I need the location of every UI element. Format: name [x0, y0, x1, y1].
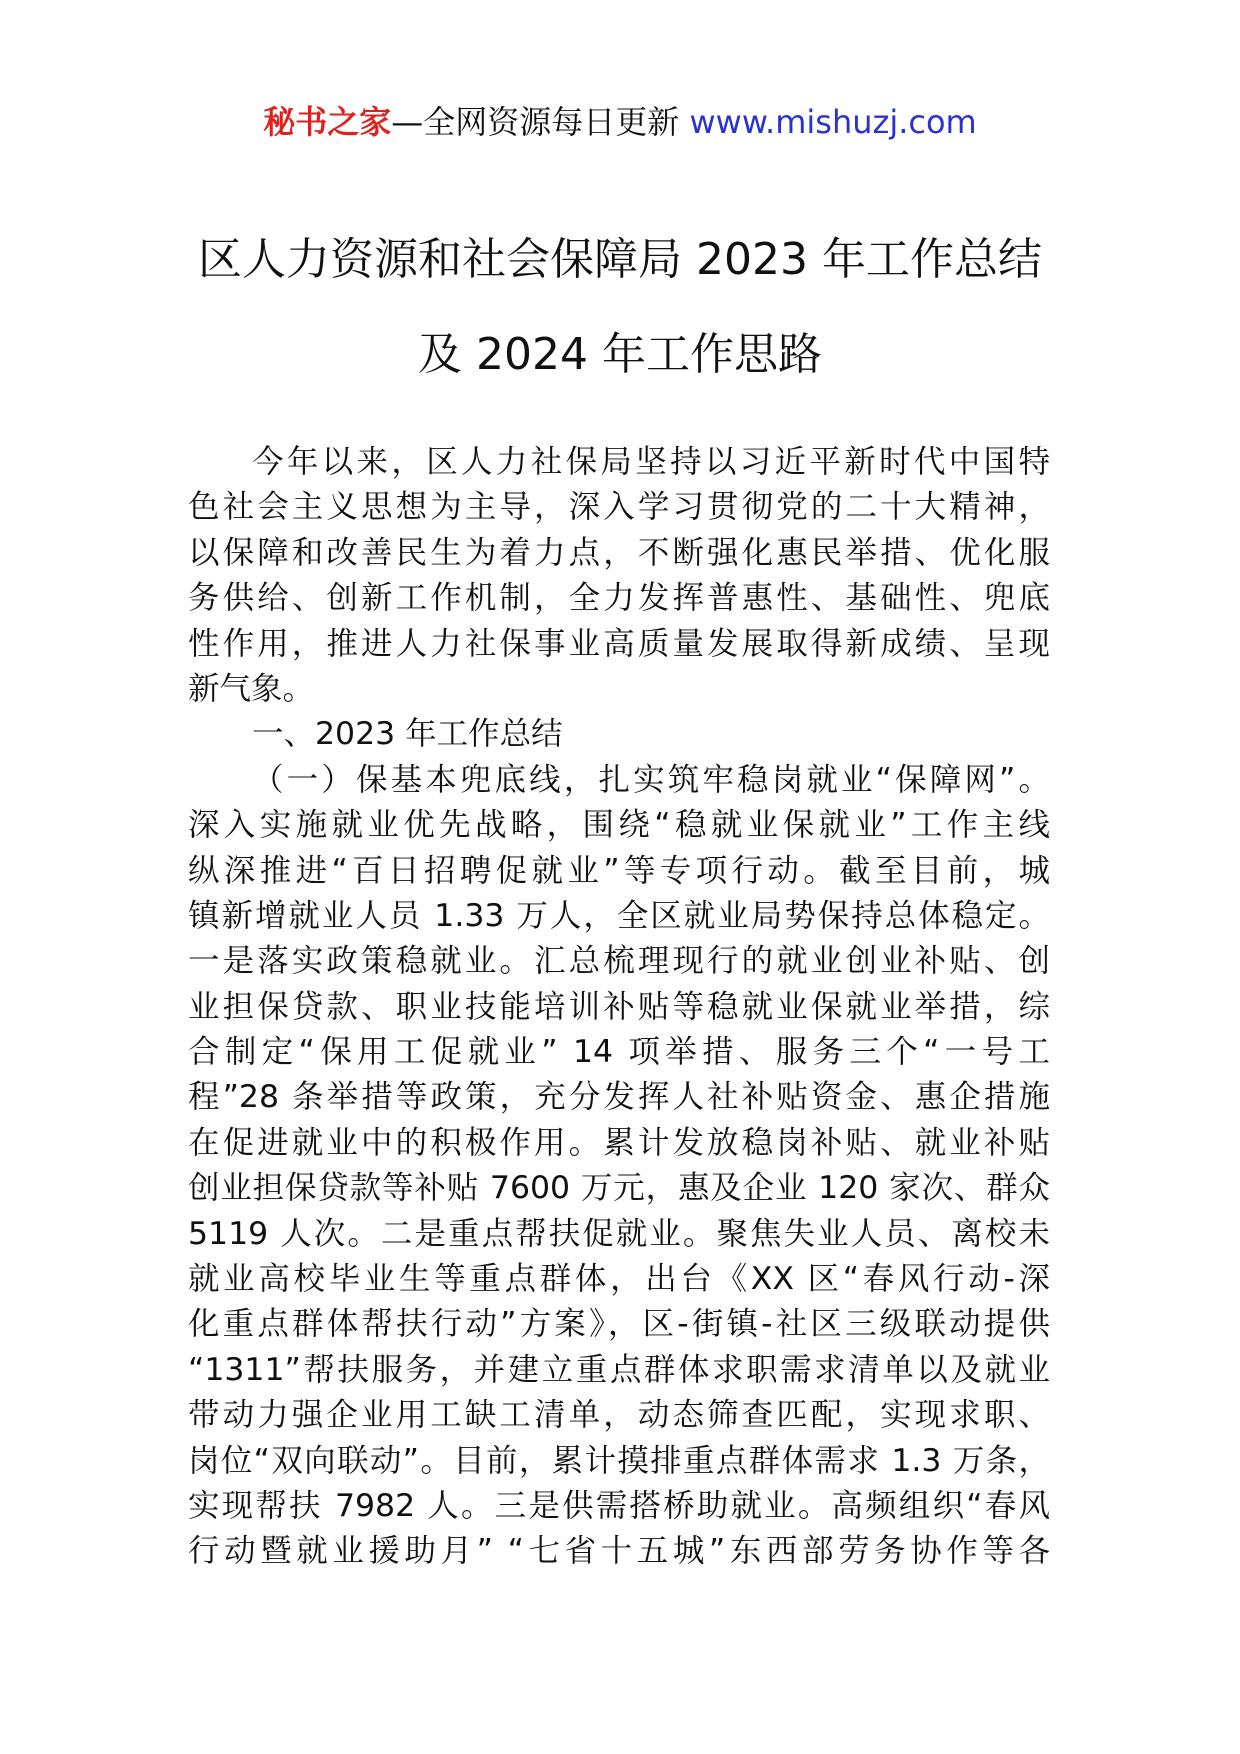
body-text-line: 性作用，推进人力社保事业高质量发展取得新成绩、呈现 — [188, 625, 1050, 662]
body-text-line: 行动暨就业援助月” “七省十五城”东西部劳务协作等各 — [188, 1533, 1050, 1570]
body-text-line: 以保障和改善民生为着力点，不断强化惠民举措、优化服 — [188, 534, 1050, 571]
site-banner — [0, 98, 1240, 146]
document-title-line-2: 及 2024 年工作思路 — [418, 329, 822, 380]
body-text-line: 岗位“双向联动”。目前，累计摸排重点群体需求 1.3 万条， — [188, 1442, 1050, 1479]
body-text-line: 在促进就业中的积极作用。累计发放稳岗补贴、就业补贴 — [188, 1124, 1050, 1161]
site-url-link[interactable]: www.mishuzj.com — [689, 103, 977, 141]
body-text-line: 色社会主义思想为主导，深入学习贯彻党的二十大精神， — [188, 489, 1050, 526]
body-text-line: 实现帮扶 7982 人。三是供需搭桥助就业。高频组织“春风 — [188, 1487, 1050, 1524]
body-text-line: 5119 人次。二是重点帮扶促就业。聚焦失业人员、离校未 — [188, 1215, 1050, 1252]
body-text-line: 合制定“保用工促就业” 14 项举措、服务三个“一号工 — [188, 1034, 1050, 1071]
body-text-line: 务供给、创新工作机制，全力发挥普惠性、基础性、兜底 — [188, 580, 1050, 617]
brand-name: 秘书之家 — [263, 103, 392, 141]
body-text-line: 新气象。 — [188, 670, 315, 707]
document-body — [188, 440, 1050, 1575]
body-text-line: 化重点群体帮扶行动”方案》，区-街镇-社区三级联动提供 — [188, 1306, 1050, 1343]
body-text-line: 一、2023 年工作总结 — [252, 716, 563, 753]
body-text-line: 程”28 条举措等政策，充分发挥人社补贴资金、惠企措施 — [188, 1079, 1050, 1116]
body-text-line: 深入实施就业优先战略，围绕“稳就业保就业”工作主线 — [188, 807, 1050, 844]
body-text-line: 镇新增就业人员 1.33 万人，全区就业局势保持总体稳定。 — [188, 897, 1050, 934]
body-text-line: “1311”帮扶服务，并建立重点群体求职需求清单以及就业 — [188, 1351, 1050, 1388]
body-text-line: 纵深推进“百日招聘促就业”等专项行动。截至目前，城 — [188, 852, 1050, 889]
document-title-line-1: 区人力资源和社会保障局 2023 年工作总结 — [198, 234, 1042, 285]
body-text-line: 今年以来，区人力社保局坚持以习近平新时代中国特 — [252, 444, 1050, 480]
body-text-line: 带动力强企业用工缺工清单，动态筛查匹配，实现求职、 — [188, 1397, 1050, 1434]
body-text-line: 就业高校毕业生等重点群体，出台《XX 区“春风行动-深 — [188, 1261, 1050, 1298]
body-text-line: 一是落实政策稳就业。汇总梳理现行的就业创业补贴、创 — [188, 943, 1050, 980]
banner-tagline: —全网资源每日更新 — [391, 103, 680, 141]
body-text-line: （一）保基本兜底线，扎实筑牢稳岗就业“保障网”。 — [252, 761, 1050, 798]
body-text-line: 创业担保贷款等补贴 7600 万元，惠及企业 120 家次、群众 — [188, 1170, 1050, 1207]
body-text-line: 业担保贷款、职业技能培训补贴等稳就业保就业举措，综 — [188, 988, 1050, 1025]
